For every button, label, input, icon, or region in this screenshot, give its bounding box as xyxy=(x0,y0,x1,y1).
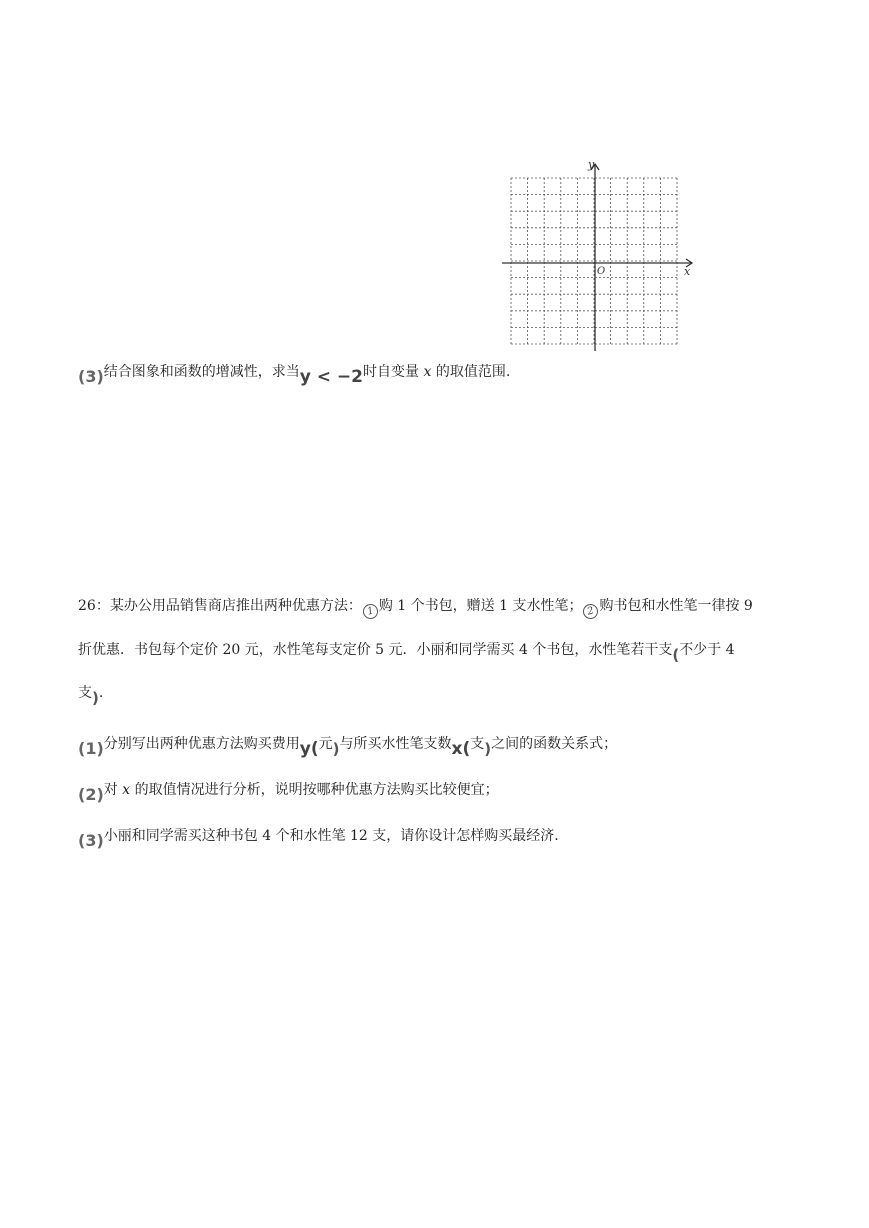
variable-x: x xyxy=(122,782,131,798)
q26-part1-text-c: 与所买水性笔支数 xyxy=(339,736,452,752)
part-marker-2: (2) xyxy=(78,785,104,804)
y-variable: y( xyxy=(299,739,319,759)
coordinate-grid-figure xyxy=(500,158,696,354)
variable-x: x xyxy=(423,364,432,380)
q26-part2-text-a: 对 xyxy=(103,782,118,798)
q26-line-3 xyxy=(78,683,103,708)
q26-line-1 xyxy=(78,596,753,619)
q26-part2-text-b: 的取值情况进行分析，说明按哪种优惠方法购买比较便宜； xyxy=(134,782,499,798)
q26-part3 xyxy=(78,826,559,851)
q25-part3-text-c: 的取值范围. xyxy=(435,364,511,380)
q25-part3 xyxy=(78,362,510,387)
paren-close-y: ) xyxy=(332,740,340,758)
part-marker-3: (3) xyxy=(78,831,104,850)
y-axis-label: y xyxy=(588,158,595,171)
q26-line3-text-a: 支 xyxy=(78,685,92,701)
x-variable: x( xyxy=(451,739,471,759)
dotted-grid xyxy=(511,178,677,344)
q26-part1-text-d: 支 xyxy=(470,736,485,752)
q26-part1-text-a: 分别写出两种优惠方法购买费用 xyxy=(103,736,300,752)
q26-line1-text-a: 26：某办公用品销售商店推出两种优惠方法： xyxy=(78,598,362,614)
q26-line2-text-a: 折优惠．书包每个定价 20 元，水性笔每支定价 5 元．小丽和同学需买 4 个书包，水性笔若干支 xyxy=(78,642,673,658)
q26-part3-text-a: 小丽和同学需买这种书包 4 个和水性笔 12 支，请你设计怎样购买最经济. xyxy=(103,828,559,844)
q26-line2-text-b: 不少于 4 xyxy=(679,642,735,658)
q26-line1-text-c: 购书包和水性笔一律按 9 xyxy=(599,598,753,614)
q26-part1 xyxy=(78,734,617,759)
q26-part1-text-b: 元 xyxy=(318,736,333,752)
q25-part3-text-b: 时自变量 xyxy=(363,364,420,380)
q26-line-2 xyxy=(78,640,735,665)
part-marker-3: (3) xyxy=(78,367,104,386)
q25-part3-text-a: 结合图象和函数的增减性，求当 xyxy=(103,364,300,380)
axes xyxy=(502,164,692,351)
circled-number-2: 2 xyxy=(582,602,600,620)
q26-part1-text-e: 之间的函数关系式； xyxy=(491,736,618,752)
origin-label: O xyxy=(597,266,606,277)
paren-close: ) xyxy=(92,689,99,707)
q26-line1-text-b: 购 1 个书包，赠送 1 支水性笔； xyxy=(378,598,583,614)
q26-line3-text-b: . xyxy=(98,685,104,701)
condition-expression: y < −2 xyxy=(299,367,364,387)
x-axis-label: x xyxy=(684,265,691,278)
paren-open: ( xyxy=(672,646,680,664)
paren-close-x: ) xyxy=(484,740,492,758)
q26-part2 xyxy=(78,780,499,805)
circled-number-1: 1 xyxy=(361,602,379,620)
part-marker-1: (1) xyxy=(78,739,104,758)
